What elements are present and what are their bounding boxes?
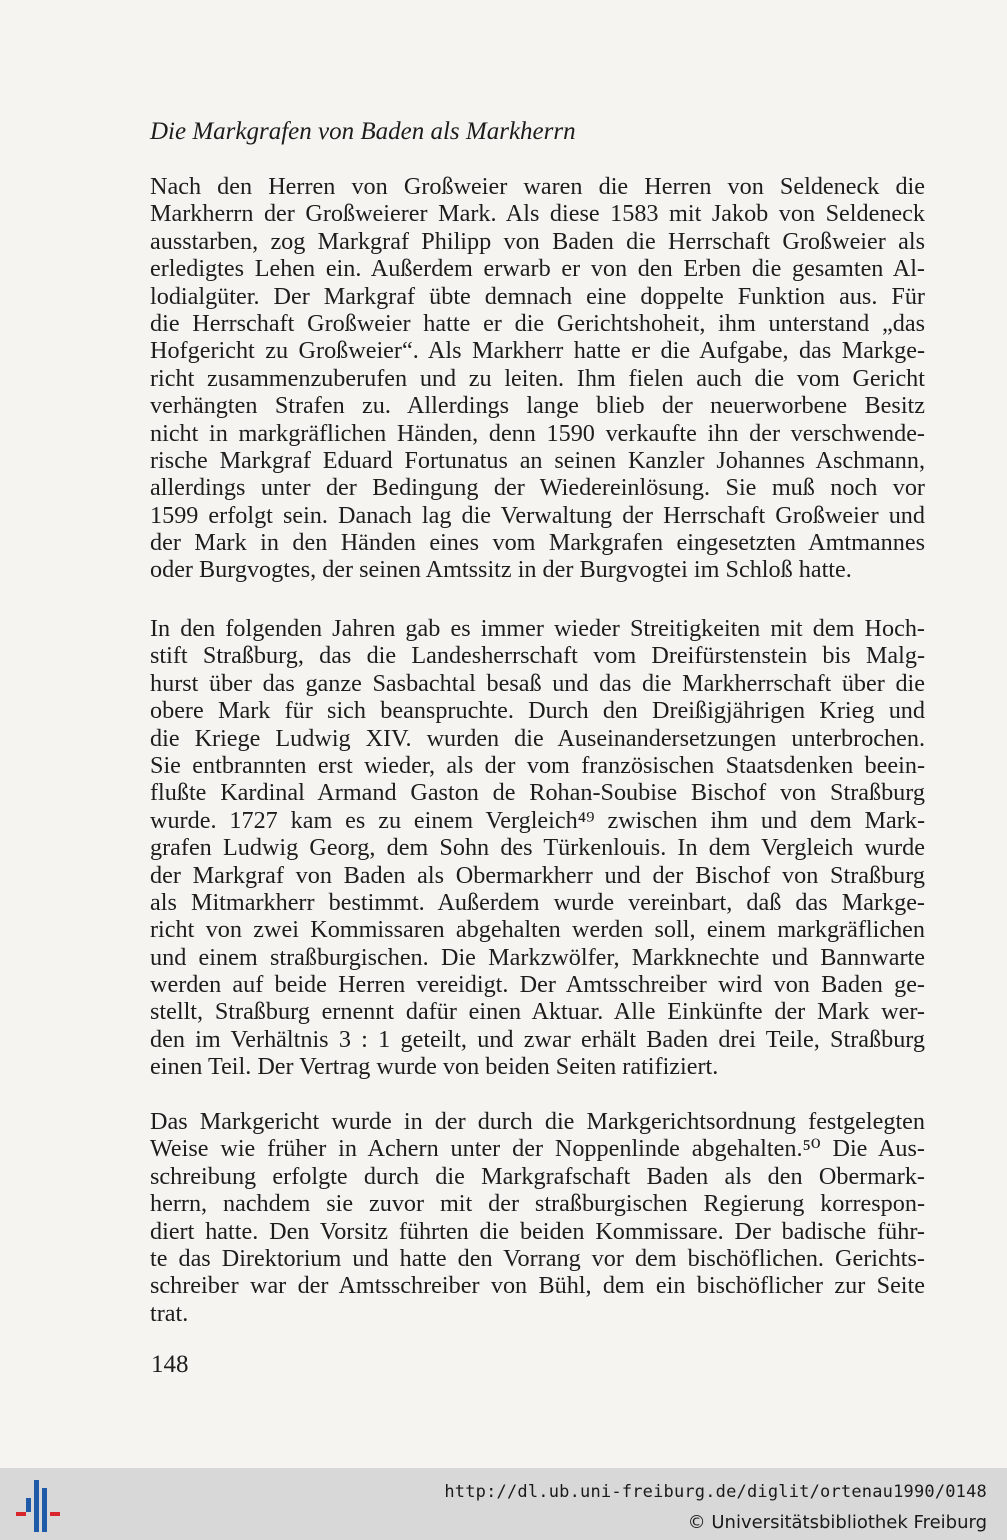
text-line: der Markgraf von Baden als Obermarkherr und der Bischof von Straßburg bbox=[150, 861, 925, 889]
document-url-link[interactable]: http://dl.ub.uni-freiburg.de/diglit/ortenau1990/0148 bbox=[444, 1482, 987, 1502]
text-line: erledigtes Lehen ein. Außerdem erwarb er von den Erben die gesamten Al- bbox=[150, 255, 925, 283]
text-line: schreiber war der Amtsschreiber von Bühl, dem ein bischöflicher zur Seite bbox=[150, 1272, 925, 1300]
text-line: Sie entbrannten erst wieder, als der vom französischen Staatsdenken beein- bbox=[150, 751, 925, 779]
text-line: obere Mark für sich beanspruchte. Durch den Dreißigjährigen Krieg und bbox=[150, 697, 925, 725]
text-line: die Kriege Ludwig XIV. wurden die Auseinandersetzungen unterbrochen. bbox=[150, 724, 925, 752]
text-line: Hofgericht zu Großweier“. Als Markherr hatte er die Aufgabe, das Markge- bbox=[150, 337, 925, 365]
text-line: Das Markgericht wurde in der durch die Markgerichtsordnung festgelegten bbox=[150, 1108, 925, 1135]
text-line: stellt, Straßburg ernennt dafür einen Aktuar. Alle Einkünfte der Mark wer- bbox=[150, 998, 925, 1026]
text-line: den im Verhältnis 3 : 1 geteilt, und zwar erhält Baden drei Teile, Straßburg bbox=[150, 1025, 925, 1053]
text-line: lodialgüter. Der Markgraf übte demnach eine doppelte Funktion aus. Für bbox=[150, 282, 925, 310]
text-line: der Mark in den Händen eines vom Markgrafen eingesetzten Amtmannes bbox=[150, 529, 925, 557]
text-line: oder Burgvogtes, der seinen Amtssitz in der Burgvogtei im Schloß hatte. bbox=[150, 556, 852, 584]
text-line: nicht in markgräflichen Händen, denn 1590 verkaufte ihn der verschwende- bbox=[150, 419, 925, 447]
text-line: die Herrschaft Großweier hatte er die Gerichtshoheit, ihm unterstand „das bbox=[150, 309, 925, 337]
text-line: diert hatte. Den Vorsitz führten die beiden Kommissare. Der badische führ- bbox=[150, 1217, 925, 1245]
text-line: rische Markgraf Eduard Fortunatus an seinen Kanzler Johannes Aschmann, bbox=[150, 446, 925, 474]
text-line: grafen Ludwig Georg, dem Sohn des Türkenlouis. In dem Vergleich wurde bbox=[150, 834, 925, 862]
text-line: ausstarben, zog Markgraf Philipp von Baden die Herrschaft Großweier als bbox=[150, 227, 925, 255]
text-line: wurde. 1727 kam es zu einem Vergleich⁴⁹ zwischen ihm und dem Mark- bbox=[150, 806, 925, 834]
text-line: Nach den Herren von Großweier waren die Herren von Seldeneck die bbox=[150, 173, 925, 200]
text-line: als Mitmarkherr bestimmt. Außerdem wurde vereinbart, daß das Markge- bbox=[150, 888, 925, 916]
text-line: verhängten Strafen zu. Allerdings lange blieb der neuerworbene Besitz bbox=[150, 392, 925, 420]
text-line: 1599 erfolgt sein. Danach lag die Verwaltung der Herrschaft Großweier und bbox=[150, 501, 925, 529]
text-line: einen Teil. Der Vertrag wurde von beiden Seiten ratifiziert. bbox=[150, 1053, 719, 1081]
text-line: trat. bbox=[150, 1299, 189, 1327]
text-line: hurst über das ganze Sasbachtal besaß und das die Markherrschaft über die bbox=[150, 669, 925, 697]
text-line: Markherrn der Großweierer Mark. Als diese 1583 mit Jakob von Seldeneck bbox=[150, 200, 925, 228]
text-line: richt zusammenzuberufen und zu leiten. Ihm fielen auch die vom Gericht bbox=[150, 364, 925, 392]
text-line: werden auf beide Herren vereidigt. Der Amtsschreiber wird von Baden ge- bbox=[150, 971, 925, 999]
text-line: allerdings unter der Bedingung der Wiedereinlösung. Sie muß noch vor bbox=[150, 474, 925, 502]
page-number: 148 bbox=[151, 1351, 189, 1378]
text-line: herrn, nachdem sie zuvor mit der straßburgischen Regierung korrespon- bbox=[150, 1190, 925, 1218]
text-line: In den folgenden Jahren gab es immer wieder Streitigkeiten mit dem Hoch- bbox=[150, 615, 925, 642]
text-line: schreibung erfolgte durch die Markgrafschaft Baden als den Obermark- bbox=[150, 1162, 925, 1190]
text-line: te das Direktorium und hatte den Vorrang vor dem bischöflichen. Gerichts- bbox=[150, 1244, 925, 1272]
text-line: und einem straßburgischen. Die Markzwölfer, Markknechte und Bannwarte bbox=[150, 943, 925, 971]
ub-freiburg-logo-icon bbox=[14, 1478, 64, 1534]
text-line: flußte Kardinal Armand Gaston de Rohan-Soubise Bischof von Straßburg bbox=[150, 779, 925, 807]
text-line: stift Straßburg, das die Landesherrschaft vom Dreifürstenstein bis Malg- bbox=[150, 642, 925, 670]
paragraph-2 bbox=[150, 615, 925, 1081]
text-line: Weise wie früher in Achern unter der Noppenlinde abgehalten.⁵⁰ Die Aus- bbox=[150, 1135, 925, 1163]
copyright-notice: © Universitätsbibliothek Freiburg bbox=[687, 1512, 987, 1533]
text-line: richt von zwei Kommissaren abgehalten werden soll, einem markgräflichen bbox=[150, 916, 925, 944]
paragraph-3 bbox=[150, 1108, 925, 1327]
viewer-footer bbox=[0, 1468, 1007, 1540]
section-heading: Die Markgrafen von Baden als Markherrn bbox=[150, 118, 576, 145]
paragraph-1 bbox=[150, 173, 925, 584]
